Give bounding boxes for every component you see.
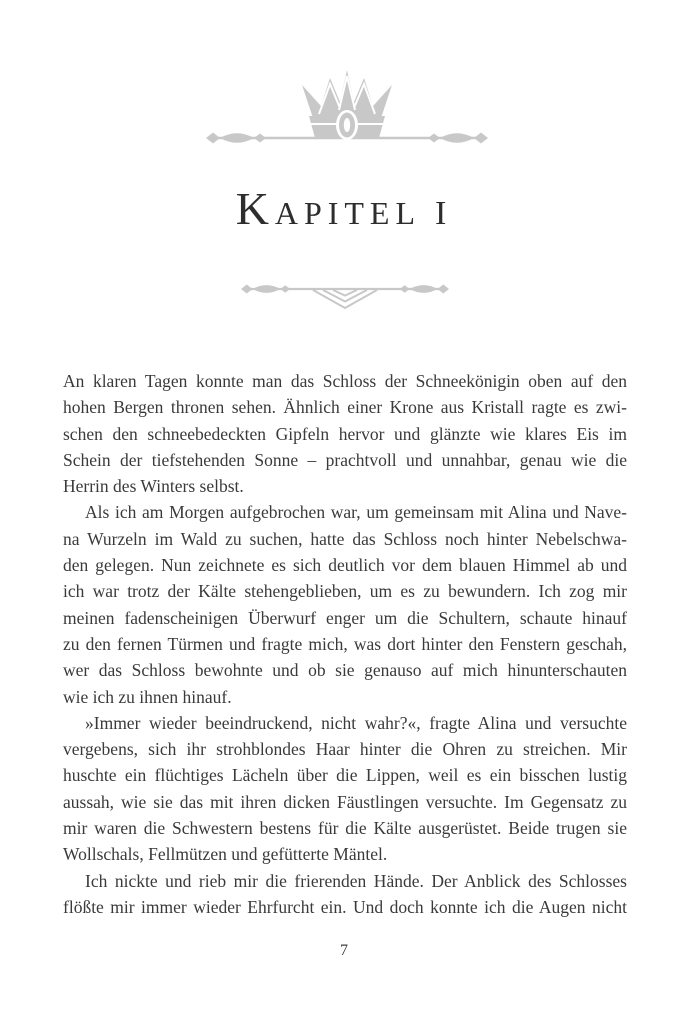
end-ornament-left [241, 284, 290, 293]
text-line: zu den fernen Türmen und fragte mich, was dort hinter den Fenstern geschah, [63, 633, 627, 654]
paragraph [63, 710, 627, 868]
crown-icon [302, 70, 392, 140]
chapter-word: Kapitel [235, 183, 421, 234]
chevron-divider-graphic [239, 280, 451, 314]
paragraph [63, 868, 627, 921]
text-line: hohen Bergen thronen sehen. Ähnlich einer Krone aus Kristall ragte es zwi- [63, 397, 627, 418]
text-line: huschte ein flüchtiges Lächeln über die Lippen, weil es ein bisschen lustig [63, 765, 627, 786]
text-line: na Wurzeln im Wald zu suchen, hatte das Schloss noch hinter Nebelschwa- [63, 528, 627, 549]
paragraph [63, 499, 627, 709]
text-line: mir waren die Schwestern bestens für die Kälte ausgerüstet. Beide trugen sie [63, 818, 627, 839]
paragraph [63, 368, 627, 499]
text-line: aussah, wie sie das mit ihren dicken Fäustlingen versuchte. Im Gegensatz zu [63, 791, 627, 812]
chapter-ornament-top [204, 68, 490, 154]
text-line: meinen fadenscheinigen Überwurf enger um die Schultern, schaute hinauf [63, 607, 627, 628]
end-ornament-right [400, 284, 449, 293]
text-line: Schein der tiefstehenden Sonne – prachtvoll und unnahbar, genau wie die [63, 449, 627, 470]
text-line: An klaren Tagen konnte man das Schloss der Schneekönigin oben auf den [63, 371, 627, 391]
text-line: wer das Schloss bewohnte und ob sie genauso auf mich hinunterschauten [63, 660, 627, 681]
text-line: flößte mir immer wieder Ehrfurcht ein. Und doch konnte ich die Augen nicht [63, 896, 627, 917]
end-ornament-left [206, 133, 266, 144]
text-line: ich war trotz der Kälte stehengeblieben, um es zu bewundern. Ich zog mir [63, 581, 627, 602]
chapter-heading [0, 182, 688, 241]
text-line: schen den schneebedeckten Gipfeln hervor und glänzte wie klares Eis im [63, 423, 627, 444]
text-line: vergebens, sich ihr strohblondes Haar hinter die Ohren zu streichen. Mir [63, 739, 627, 760]
text-line: »Immer wieder beeindruckend, nicht wahr?«, fragte Alina und versuchte [85, 712, 627, 733]
text-line: wie ich zu ihnen hinauf. [63, 686, 232, 707]
end-ornament-right [428, 133, 488, 144]
text-line: Ich nickte und rieb mir die frierenden Hände. Der Anblick des Schlosses [85, 870, 627, 891]
text-line: Wollschals, Fellmützen und gefütterte Mäntel. [63, 844, 388, 865]
chapter-ornament-bottom [239, 280, 451, 314]
text-line: Herrin des Winters selbst. [63, 476, 244, 497]
crown-divider-graphic [204, 68, 490, 154]
text-line: den gelegen. Nun zeichnete es sich deutlich vor dem blauen Himmel ab und [63, 555, 627, 576]
chapter-numeral: I [434, 195, 453, 232]
chevron-ornament [313, 290, 377, 308]
text-block [63, 368, 627, 920]
page-number: 7 [340, 942, 348, 959]
text-line: Als ich am Morgen aufgebrochen war, um gemeinsam mit Alina und Nave- [85, 502, 627, 523]
